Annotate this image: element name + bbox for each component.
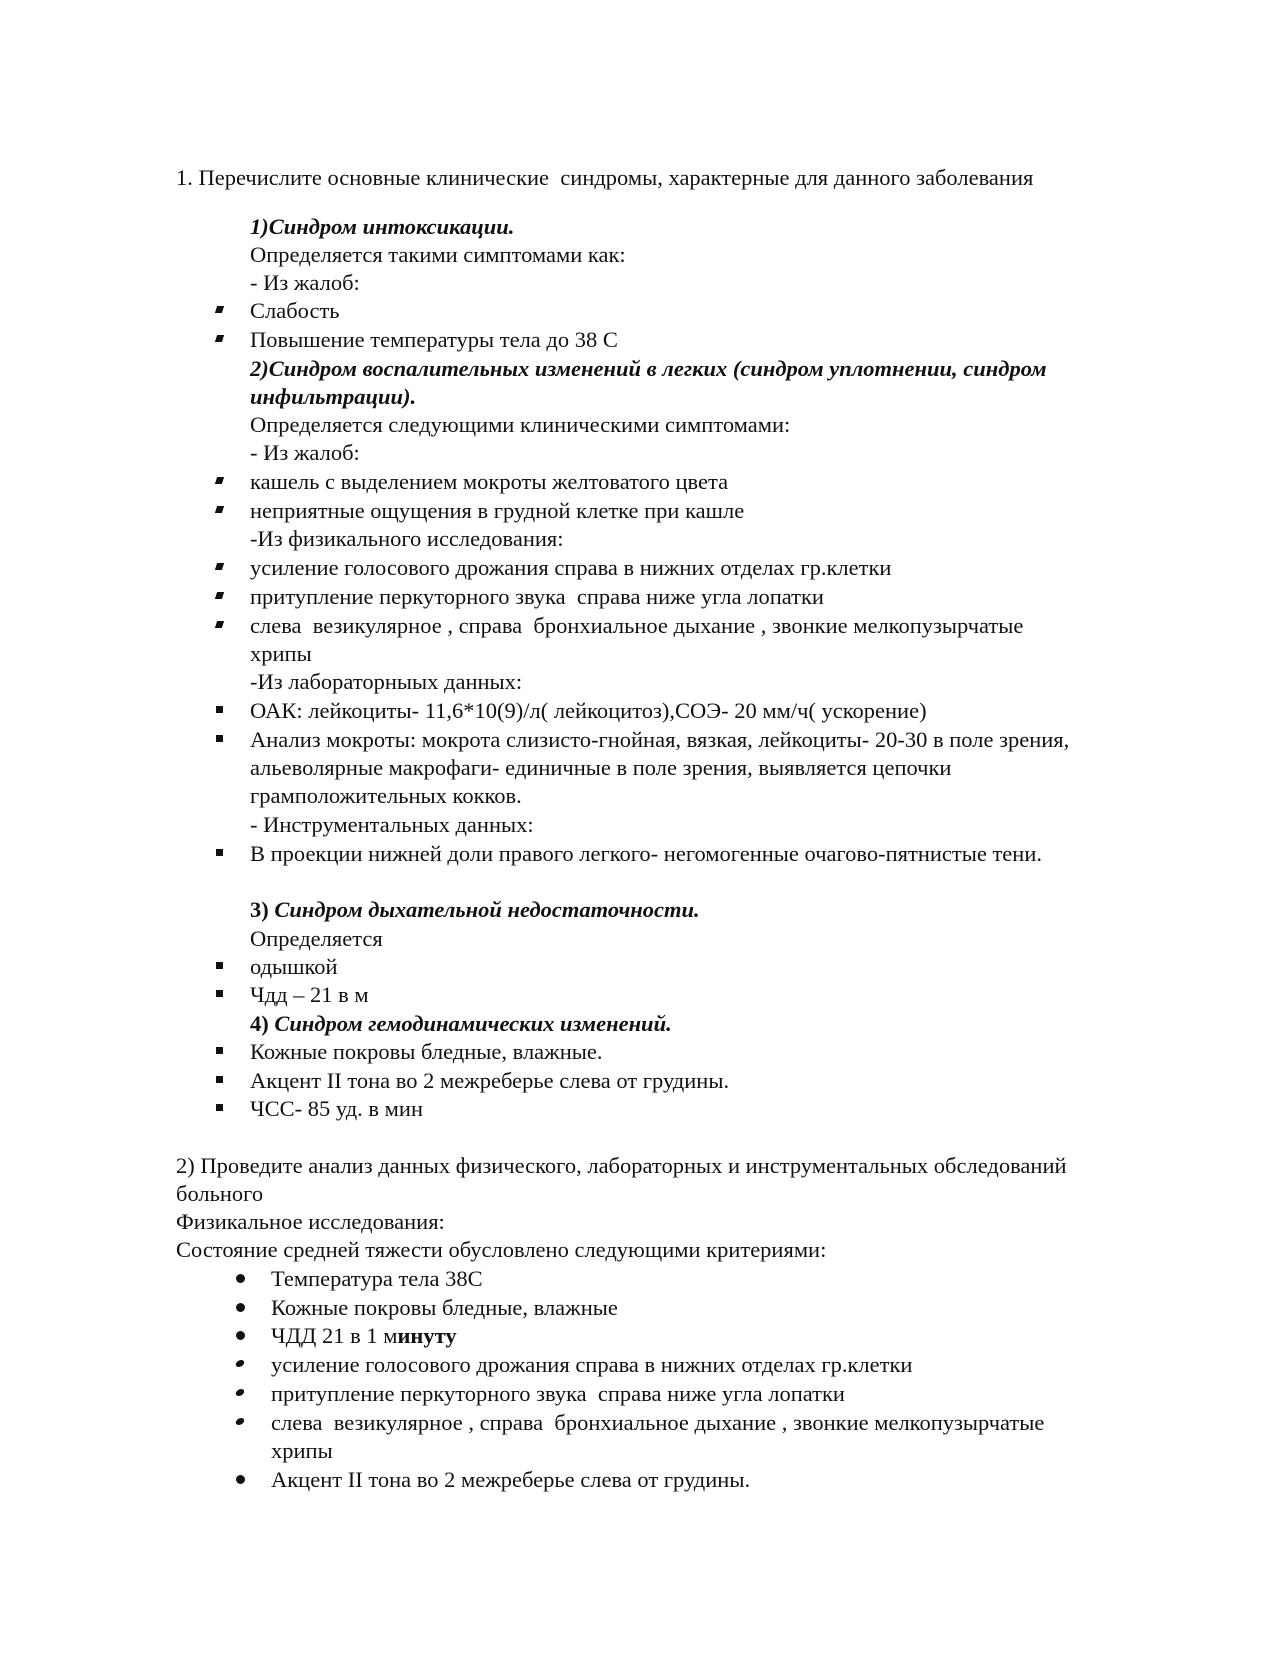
list-item: ОАК: лейкоциты- 11,6*10(9)/л( лейкоцитоз),СОЭ- 20 мм/ч( ускорение) (250, 698, 927, 723)
syndrome-3-title-text: Синдром дыхательной недостаточности. (274, 897, 700, 922)
list-item: Температура тела 38С (271, 1266, 483, 1291)
bullet-square-icon (215, 335, 224, 342)
list-item: слева везикулярное , справа бронхиальное дыхание , звонкие мелкопузырчатые (250, 613, 1024, 638)
bullet-square-icon (216, 1047, 223, 1054)
bullet-square-icon (215, 563, 224, 570)
list-item: Чдд – 21 в м (250, 982, 369, 1007)
bullet-dot-icon (236, 1274, 245, 1283)
syndrome-2-instr-label: - Инструментальных данных: (250, 812, 534, 837)
bullet-dot-icon (236, 1331, 245, 1340)
list-item: Акцент II тона во 2 межреберье слева от грудины. (250, 1068, 730, 1093)
syndrome-2-title: 2)Синдром воспалительных изменений в легких (синдром уплотнении, синдром (250, 356, 1047, 381)
syndrome-4-number: 4) (250, 1011, 275, 1036)
list-item-continued: хрипы (250, 641, 312, 666)
bullet-square-icon (215, 621, 224, 628)
rr-bold-suffix: инуту (397, 1323, 457, 1348)
bullet-square-icon (215, 306, 224, 313)
list-item: неприятные ощущения в грудной клетке при кашле (250, 498, 745, 523)
syndrome-1-intro: Определяется такими симптомами как: (250, 242, 626, 267)
list-item: притупление перкуторного звука справа ниже угла лопатки (271, 1381, 845, 1406)
syndrome-1-title: 1)Синдром интоксикации. (250, 214, 515, 239)
list-item: ЧСС- 85 уд. в мин (250, 1096, 423, 1121)
list-item: усиление голосового дрожания справа в нижних отделах гр.клетки (250, 555, 892, 580)
bullet-square-icon (216, 990, 223, 997)
list-item: Повышение температуры тела до 38 С (250, 327, 618, 352)
bullet-square-icon (216, 849, 223, 856)
bullet-dot-icon (236, 1303, 245, 1312)
list-item: усиление голосового дрожания справа в нижних отделах гр.клетки (271, 1352, 913, 1377)
question-2-heading: 2) Проведите анализ данных физического, лабораторных и инструментальных обследований (176, 1153, 1067, 1178)
syndrome-3-number: 3) (250, 897, 275, 922)
list-item: В проекции нижней доли правого легкого- негомогенные очагово-пятнистые тени. (250, 841, 1043, 866)
bullet-square-icon (215, 592, 224, 599)
syndrome-4-title (250, 1010, 672, 1037)
physical-exam-label: Физикальное исследования: (176, 1209, 445, 1234)
list-item: Кожные покровы бледные, влажные. (250, 1039, 603, 1064)
syndrome-2-lab-label: -Из лабораторныых данных: (250, 669, 523, 694)
bullet-square-icon (216, 706, 223, 713)
list-item-continued: грамположительных кокков. (250, 783, 522, 808)
list-item-continued: хрипы (271, 1438, 333, 1463)
list-item-continued: альеволярные макрофаги- единичные в поле зрения, выявляется цепочки (250, 755, 952, 780)
syndrome-1-complaints-label: - Из жалоб: (250, 270, 360, 295)
bullet-dot-icon (235, 1360, 246, 1367)
list-item: одышкой (250, 954, 338, 979)
rr-prefix: ЧДД 21 в 1 м (271, 1323, 398, 1348)
list-item: Кожные покровы бледные, влажные (271, 1295, 618, 1320)
bullet-dot-icon (236, 1475, 245, 1484)
syndrome-2-intro: Определяется следующими клиническими симптомами: (250, 412, 791, 437)
bullet-square-icon (216, 1104, 223, 1111)
list-item: Анализ мокроты: мокрота слизисто-гнойная, вязкая, лейкоциты- 20-30 в поле зрения, (250, 727, 1070, 752)
bullet-square-icon (216, 962, 223, 969)
state-description: Состояние средней тяжести обусловлено следующими критериями: (176, 1237, 827, 1262)
list-item: Акцент II тона во 2 межреберье слева от грудины. (271, 1467, 751, 1492)
list-item: Слабость (250, 298, 340, 323)
question-1-heading: 1. Перечислите основные клинические синдромы, характерные для данного заболевания (176, 165, 1034, 190)
list-item (271, 1322, 457, 1349)
bullet-square-icon (215, 506, 224, 513)
list-item: слева везикулярное , справа бронхиальное дыхание , звонкие мелкопузырчатые (271, 1410, 1045, 1435)
bullet-square-icon (215, 477, 224, 484)
syndrome-3-intro: Определяется (250, 926, 383, 951)
list-item: кашель с выделением мокроты желтоватого цвета (250, 469, 729, 494)
bullet-dot-icon (235, 1418, 246, 1425)
syndrome-2-complaints-label: - Из жалоб: (250, 440, 360, 465)
bullet-dot-icon (235, 1389, 246, 1396)
list-item: притупление перкуторного звука справа ниже угла лопатки (250, 584, 824, 609)
syndrome-2-title-continued: инфильтрации). (250, 384, 417, 409)
syndrome-3-title (250, 896, 700, 923)
question-2-heading-continued: больного (176, 1181, 264, 1206)
syndrome-4-title-text: Синдром гемодинамических изменений. (274, 1011, 672, 1036)
bullet-square-icon (216, 1076, 223, 1083)
bullet-square-icon (216, 735, 223, 742)
syndrome-2-physical-label: -Из физикального исследования: (250, 526, 564, 551)
